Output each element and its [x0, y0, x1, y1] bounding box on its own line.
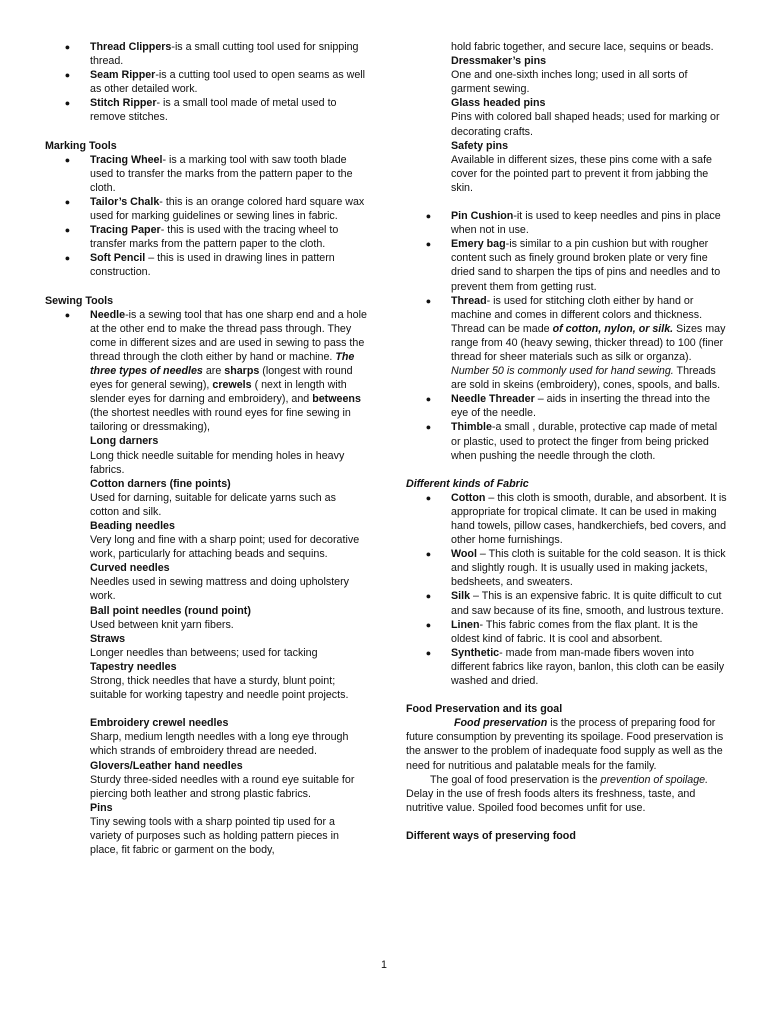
needle-item: ● Needle-is a sewing tool that has one sharp end and a hole at the other end to make the thread pass through. They come in different sizes and are used in sewing to pass the thread through the cloth either by hand or machine. The three types of needles are sharps (longest with round eyes for general sewing), crewels ( next in length with slender eyes for darning and embroidery), and betweens (the shortest needles with round eyes for fine sewing in tailoring or dressmaking), [45, 308, 367, 435]
bullet-icon: ● [64, 253, 71, 264]
bullet-icon: ● [64, 225, 71, 236]
thread-term: Thread [451, 294, 487, 307]
item-description: Available in different sizes, these pins come with a safe cover for the pointed part to prevent it from jabbing the skin. [451, 153, 712, 194]
item-term: Pin Cushion [451, 210, 514, 223]
pin-type [451, 139, 728, 195]
item-term: Linen [451, 618, 480, 631]
pin-type [451, 54, 728, 96]
left-column [45, 40, 367, 857]
pin-type [451, 96, 728, 138]
item-term: Needle Threader [451, 393, 535, 406]
item-title: Embroidery crewel needles [90, 717, 229, 730]
item-title: Dressmaker’s pins [451, 55, 547, 68]
marking-tool-item: ● Tracing Wheel- is a marking tool with saw tooth blade used to transfer the marks from the pattern paper to the cloth. [45, 153, 367, 195]
needle-type [90, 660, 367, 702]
needle-type [90, 801, 367, 857]
bullet-icon: ● [64, 154, 71, 165]
page-number: 1 [381, 959, 387, 971]
item-description: This fabric comes from the flax plant. It is the oldest kind of fabric. It is cool and absorbent. [451, 618, 698, 645]
tool-item: ● Emery bag-is similar to a pin cushion but with rougher content such as finely ground broken plate or very fine dried sand to sharpen the tips of pins and needles and to prevent them from getting rust. [406, 237, 728, 293]
item-description: is a marking tool with saw tooth blade used to transfer the marks from the pattern paper to the cloth. [90, 153, 353, 194]
bullet-icon: ● [425, 647, 432, 658]
tool-item: ● Thread Clippers-is a small cutting tool used for snipping thread. [45, 40, 367, 68]
item-description: this is used in drawing lines in pattern construction. [90, 252, 335, 279]
needle-type [90, 604, 367, 632]
item-term: Emery bag [451, 238, 506, 251]
marking-tool-item: ● Tracing Paper- this is used with the tracing wheel to transfer marks from the pattern paper to the cloth. [45, 223, 367, 251]
bullet-icon: ● [425, 239, 432, 250]
item-term: Stitch Ripper [90, 97, 157, 110]
needle-type [90, 632, 367, 660]
food-paragraph-1: Food preservation is the process of preparing food for future consumption by preventing its spoilage. Food preservation is the answer to the problem of inadequate food supply as well as the need for nutritious and palatable meals for the family. [406, 717, 724, 772]
item-description: this cloth is smooth, durable, and absorbent. It is appropriate for tropical climate. It can be used in making hand towels, pillow cases, handkerchiefs, bed covers, and other home furnishings. [451, 491, 727, 547]
item-term: Cotton [451, 491, 486, 504]
item-description: Long thick needle suitable for mending holes in heavy fabrics. [90, 449, 345, 476]
bullet-icon: ● [425, 422, 432, 433]
needle-types-list [45, 434, 367, 702]
item-title: Pins [90, 801, 113, 814]
bullet-icon: ● [425, 492, 432, 503]
item-description: aids in inserting the thread into the eye of the needle. [451, 393, 711, 420]
item-title: Glass headed pins [451, 97, 546, 110]
item-title: Cotton darners (fine points) [90, 477, 231, 490]
item-title: Curved needles [90, 562, 170, 575]
ways-preserving-heading: Different ways of preserving food [406, 829, 576, 842]
bullet-icon: ● [64, 309, 71, 320]
item-title: Glovers/Leather hand needles [90, 759, 243, 772]
tool-item: ● Pin Cushion-it is used to keep needles and pins in place when not in use. [406, 209, 728, 237]
item-description: This is an expensive fabric. It is quite difficult to cut and saw because of its fine, smooth, and lustrous texture. [451, 590, 724, 617]
item-description: Strong, thick needles that have a sturdy, blunt point; suitable for working tapestry and needle point projects. [90, 675, 349, 702]
bullet-icon: ● [64, 98, 71, 109]
needle-type [90, 519, 367, 561]
bullet-icon: ● [425, 295, 432, 306]
tool-item: ● Needle Threader – aids in inserting the thread into the eye of the needle. [406, 392, 728, 420]
item-description: This cloth is suitable for the cold season. It is thick and slightly rough. It is usually used in making jackets, bedsheets, and sweaters. [451, 548, 726, 589]
item-term: Soft Pencil [90, 252, 146, 265]
item-term: Wool [451, 548, 477, 561]
item-description: Longer needles than betweens; used for tacking [90, 646, 318, 659]
right-column [406, 40, 728, 843]
item-description: it is used to keep needles and pins in place when not in use. [451, 210, 721, 237]
food-preservation-heading: Food Preservation and its goal [406, 703, 563, 716]
item-term: Tailor’s Chalk [90, 195, 160, 208]
item-description: this is used with the tracing wheel to transfer marks from the pattern paper to the cloth. [90, 224, 339, 251]
tool-item: ● Stitch Ripper- is a small tool made of metal used to remove stitches. [45, 96, 367, 124]
needle-type [90, 477, 367, 519]
fabric-item: ● Silk – This is an expensive fabric. It is quite difficult to cut and saw because of its fine, smooth, and lustrous texture. [406, 589, 728, 617]
marking-tools-list [45, 153, 367, 280]
marking-tool-item: ● Tailor’s Chalk- this is an orange colored hard square wax used for marking guidelines or sewing lines in fabric. [45, 195, 367, 223]
item-term: Thimble [451, 421, 492, 434]
bullet-icon: ● [64, 70, 71, 81]
needle-type [90, 759, 367, 801]
needle-term: Needle [90, 308, 126, 321]
fabric-item: ● Linen- This fabric comes from the flax plant. It is the oldest kind of fabric. It is cool and absorbent. [406, 618, 728, 646]
item-term: Tracing Wheel [90, 153, 163, 166]
thread-item: ● Thread- is used for stitching cloth either by hand or machine and comes in different colors and thickness. Thread can be made of cotton, nylon, or silk. Sizes may range from 40 (heavy sewing, thicker thread) to 100 (finer thread for sheer materials such as silk or organza). Number 50 is commonly used for hand sewing. Threads are sold in skeins (embroidery), cones, spools, and balls. [406, 294, 728, 393]
marking-tools-heading: Marking Tools [45, 139, 117, 152]
item-title: Straws [90, 632, 126, 645]
bullet-icon: ● [64, 42, 71, 52]
needle-type [90, 561, 367, 603]
bullet-icon: ● [425, 394, 432, 405]
bullet-icon: ● [64, 196, 71, 207]
fabric-item: ● Cotton – this cloth is smooth, durable, and absorbent. It is appropriate for tropical climate. It can be used in making hand towels, pillow cases, handkerchiefs, bed covers, and other home furnishings. [406, 491, 728, 547]
item-description: Sturdy three-sided needles with a round eye suitable for piercing both leather and strong plastic fabrics. [90, 773, 355, 800]
needle-types-list-2 [45, 716, 367, 857]
bullet-icon: ● [425, 619, 432, 630]
fabric-heading: Different kinds of Fabric [406, 477, 529, 490]
item-description: is a cutting tool used to open seams as well as other detailed work. [90, 69, 366, 96]
item-term: Synthetic [451, 646, 500, 659]
item-description: Very long and fine with a sharp point; used for decorative work, particularly for attaching beads and sequins. [90, 534, 360, 561]
tools-list-2 [406, 392, 728, 462]
item-description: Tiny sewing tools with a sharp pointed tip used for a variety of purposes such as holding pattern pieces in place, fit fabric or garment on the body, [90, 815, 339, 857]
item-description: One and one-sixth inches long; used in all sorts of garment sewing. [451, 69, 688, 96]
sewing-tools-heading: Sewing Tools [45, 294, 114, 307]
item-term: Silk [451, 590, 471, 603]
bullet-icon: ● [425, 211, 432, 222]
pin-types-list [406, 54, 728, 195]
item-term: Thread Clippers [90, 41, 172, 53]
fabric-item: ● Synthetic- made from man-made fibers woven into different fabrics like rayon, banlon, this cloth can be easily washed and dried. [406, 646, 728, 688]
item-description: a small , durable, protective cap made of metal or plastic, used to protect the finger from being pricked when pushing the needle through the cloth. [451, 421, 718, 462]
fabric-item: ● Wool – This cloth is suitable for the cold season. It is thick and slightly rough. It is usually used in making jackets, bedsheets, and sweaters. [406, 547, 728, 589]
tools-list [406, 209, 728, 294]
item-description: this is an orange colored hard square wax used for marking guidelines or sewing lines in fabric. [90, 195, 365, 223]
item-description: made from man-made fibers woven into different fabrics like rayon, banlon, this cloth can be easily washed and dried. [451, 646, 725, 688]
needle-type [90, 716, 367, 758]
fabric-list [406, 491, 728, 688]
item-description: is a small cutting tool used for snipping thread. [90, 41, 359, 68]
pins-continued: hold fabric together, and secure lace, sequins or beads. [451, 41, 714, 53]
item-term: Tracing Paper [90, 224, 161, 237]
item-title: Safety pins [451, 139, 509, 152]
item-description: is a small tool made of metal used to remove stitches. [90, 97, 337, 124]
food-paragraph-2: The goal of food preservation is the prevention of spoilage. Delay in the use of fresh foods alters its freshness, taste, and nutritive value. Spoiled food becomes unfit for use. [406, 773, 709, 814]
item-description: Used for darning, suitable for delicate yarns such as cotton and silk. [90, 491, 336, 518]
item-title: Long darners [90, 435, 159, 448]
item-title: Beading needles [90, 520, 175, 532]
bullet-icon: ● [425, 549, 432, 560]
marking-tool-item: ● Soft Pencil – this is used in drawing lines in pattern construction. [45, 251, 367, 279]
bullet-icon: ● [425, 591, 432, 602]
needle-type [90, 434, 367, 476]
item-title: Tapestry needles [90, 660, 177, 673]
item-term: Seam Ripper [90, 69, 156, 82]
tool-item: ● Seam Ripper-is a cutting tool used to open seams as well as other detailed work. [45, 68, 367, 96]
item-description: Needles used in sewing mattress and doing upholstery work. [90, 576, 350, 603]
item-description: Used between knit yarn fibers. [90, 618, 234, 631]
item-title: Ball point needles (round point) [90, 604, 251, 617]
item-description: Pins with colored ball shaped heads; used for marking or decorating crafts. [451, 111, 720, 138]
item-description: Sharp, medium length needles with a long eye through which strands of embroidery thread are needed. [90, 731, 349, 758]
item-description: is similar to a pin cushion but with rougher content such as finely ground broken plate or very fine dried sand to sharpen the tips of pins and needles and to prevent them from getting rust. [451, 238, 721, 293]
tool-item: ● Thimble-a small , durable, protective cap made of metal or plastic, used to protect the finger from being pricked when pushing the needle through the cloth. [406, 420, 728, 462]
cutting-tools-list [45, 40, 367, 125]
